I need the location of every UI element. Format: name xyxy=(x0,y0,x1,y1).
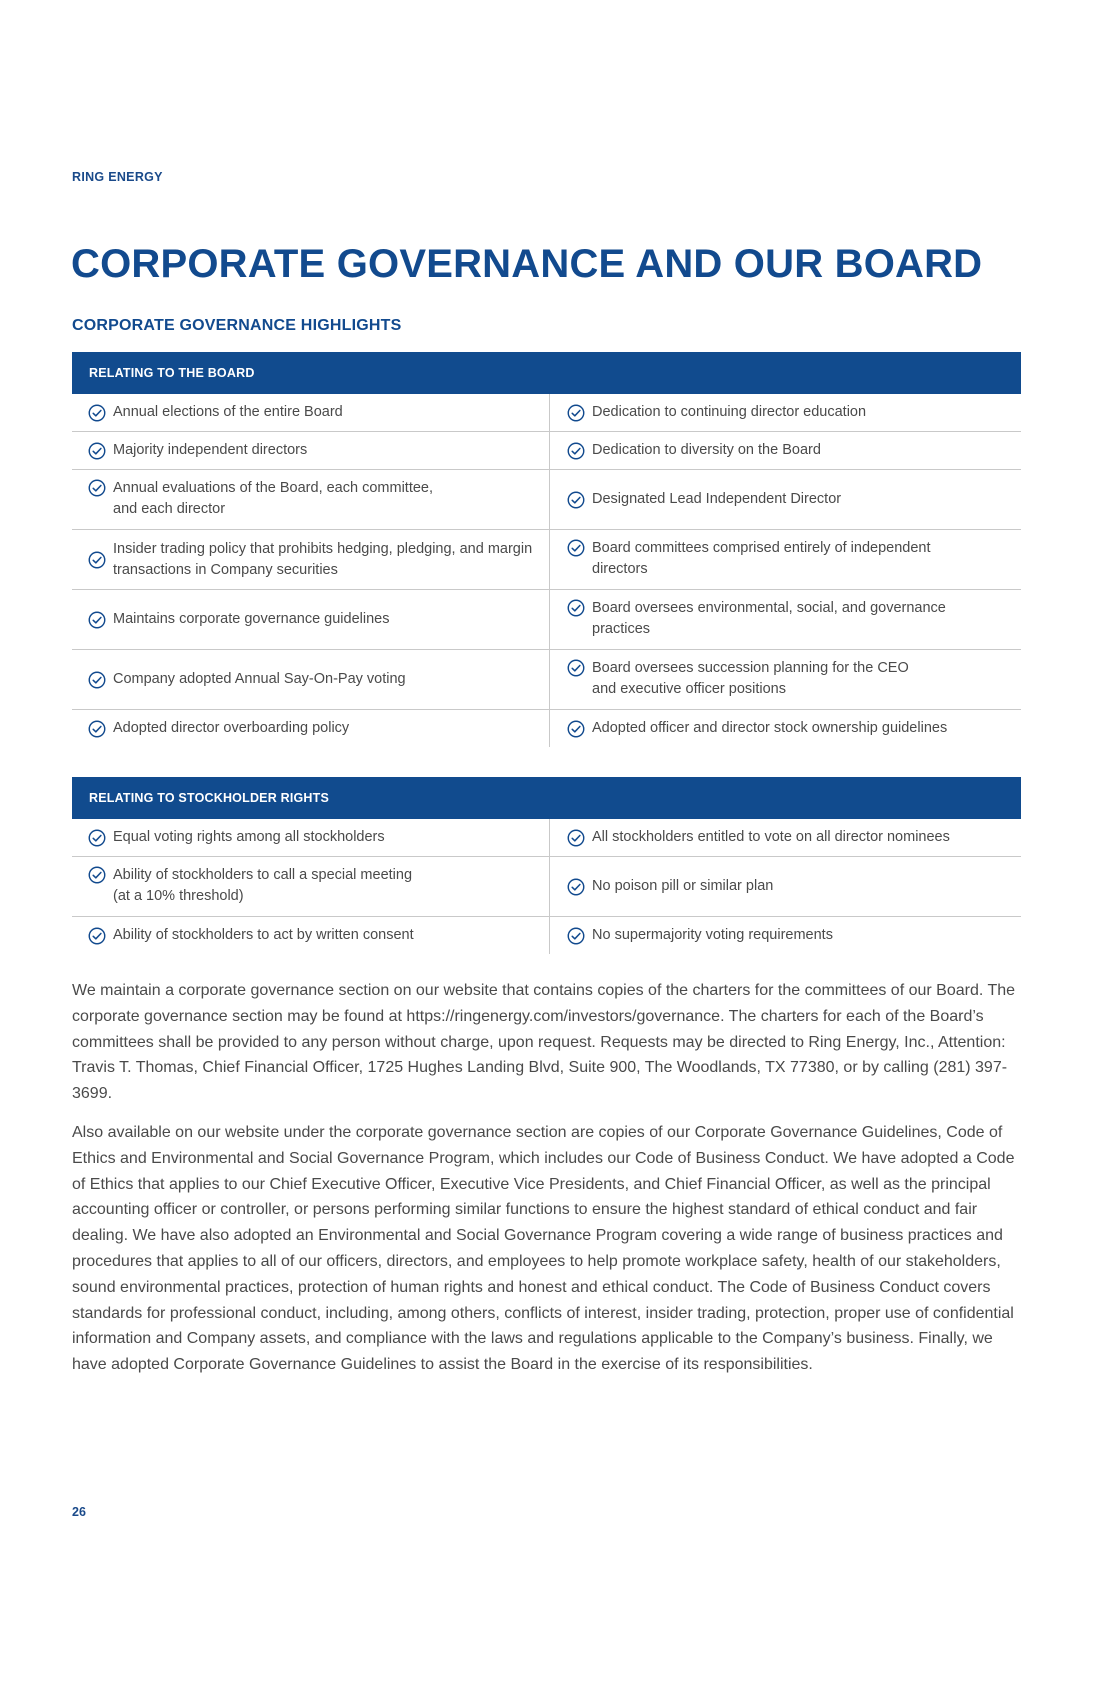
table-cell-left xyxy=(72,470,550,529)
table-cell-left xyxy=(72,530,550,589)
highlight-text: No poison pill or similar plan xyxy=(592,878,774,895)
highlight-text: Designated Lead Independent Director xyxy=(592,491,842,508)
table-cell-right xyxy=(550,917,1021,954)
highlight-text: Majority independent directors xyxy=(113,442,308,459)
highlight-text: All stockholders entitled to vote on all director nominees xyxy=(592,829,950,846)
check-circle-icon xyxy=(567,539,585,557)
table-row xyxy=(72,470,1021,530)
table-row xyxy=(72,590,1021,650)
highlight-text: Dedication to diversity on the Board xyxy=(592,442,821,459)
highlight-text: Adopted director overboarding policy xyxy=(113,720,350,737)
table-cell-left xyxy=(72,650,550,709)
board-table-rows xyxy=(72,394,1021,747)
check-circle-icon xyxy=(88,720,106,738)
highlight-text: Insider trading policy that prohibits hedging, pledging, and margin transactions in Company securities xyxy=(113,541,533,578)
check-circle-icon xyxy=(567,491,585,509)
highlight-text: Board committees comprised entirely of independent directors xyxy=(592,540,931,577)
table-cell-left xyxy=(72,819,550,856)
check-circle-icon xyxy=(567,404,585,422)
table-cell-right xyxy=(550,819,1021,856)
stockholder-table-rows xyxy=(72,819,1021,954)
table-cell-left xyxy=(72,710,550,747)
check-circle-icon xyxy=(88,479,106,497)
table-row xyxy=(72,819,1021,857)
table-cell-right xyxy=(550,650,1021,709)
highlight-text: Board oversees environmental, social, and governance practices xyxy=(592,600,946,637)
code-of-ethics-paragraph: Also available on our website under the corporate governance section are copies of our Corporate Governance Guidelines, Code of Ethics and Environmental and Social Governance Program, which includes our Code of Business Conduct. We have adopted a Code of Ethics that applies to our Chief Executive Officer, Executive Vice Presidents, and Chief Financial Officer, as well as the principal accounting officer or controller, or persons performing similar functions to ensure the highest standard of ethical conduct and fair dealing. We have also adopted an Environmental and Social Governance Program covering a wide range of business practices and procedures that applies to all of our officers, directors, and employees to help promote workplace safety, health of our stakeholders, sound environmental practices, protection of human rights and honest and ethical conduct. The Code of Business Conduct covers standards for professional conduct, including, among others, conflicts of interest, insider trading, protection, proper use of confidential information and Company assets, and compliance with the laws and regulations applicable to the Company’s business. Finally, we have adopted Corporate Governance Guidelines to assist the Board in the exercise of its responsibilities. xyxy=(72,1124,1015,1374)
check-circle-icon xyxy=(567,659,585,677)
check-circle-icon xyxy=(567,720,585,738)
table-cell-left xyxy=(72,432,550,469)
table-row xyxy=(72,432,1021,470)
table-row xyxy=(72,917,1021,954)
highlight-text: Annual elections of the entire Board xyxy=(113,404,343,421)
check-circle-icon xyxy=(88,551,106,569)
highlight-text: Annual evaluations of the Board, each committee, and each director xyxy=(113,480,433,517)
table-row xyxy=(72,857,1021,917)
table-row xyxy=(72,530,1021,590)
check-circle-icon xyxy=(567,878,585,896)
governance-website-paragraph: We maintain a corporate governance section on our website that contains copies of the charters for the committees of our Board. The corporate governance section may be found at https://ringenergy.com/investors/governance. The charters for each of the Board’s committees shall be provided to any person without charge, upon request. Requests may be directed to Ring Energy, Inc., Attention: Travis T. Thomas, Chief Financial Officer, 1725 Hughes Landing Blvd, Suite 900, The Woodlands, TX 77380, or by calling (281) 397-3699. xyxy=(72,982,1016,1103)
table-cell-right xyxy=(550,530,1021,589)
highlight-text: Adopted officer and director stock ownership guidelines xyxy=(592,720,948,737)
check-circle-icon xyxy=(88,866,106,884)
section-subtitle: CORPORATE GOVERNANCE HIGHLIGHTS xyxy=(72,317,402,334)
check-circle-icon xyxy=(88,927,106,945)
highlight-text: Ability of stockholders to call a special meeting (at a 10% threshold) xyxy=(113,867,413,904)
board-table-heading: RELATING TO THE BOARD xyxy=(72,352,1021,394)
page-title: CORPORATE GOVERNANCE AND OUR BOARD xyxy=(71,242,983,286)
check-circle-icon xyxy=(88,829,106,847)
stockholder-table-heading: RELATING TO STOCKHOLDER RIGHTS xyxy=(72,777,1021,819)
table-cell-right xyxy=(550,394,1021,431)
table-row xyxy=(72,710,1021,747)
table-cell-right xyxy=(550,470,1021,529)
check-circle-icon xyxy=(88,671,106,689)
check-circle-icon xyxy=(567,927,585,945)
page-number: 26 xyxy=(72,1505,86,1519)
table-cell-right xyxy=(550,857,1021,916)
table-cell-right xyxy=(550,432,1021,469)
table-cell-left xyxy=(72,857,550,916)
check-circle-icon xyxy=(88,442,106,460)
table-cell-right xyxy=(550,710,1021,747)
highlight-text: Company adopted Annual Say-On-Pay voting xyxy=(113,671,406,688)
company-name: RING ENERGY xyxy=(72,170,163,184)
table-row xyxy=(72,650,1021,710)
stockholder-rights-table xyxy=(72,777,1021,954)
highlight-text: No supermajority voting requirements xyxy=(592,927,833,944)
table-row xyxy=(72,394,1021,432)
table-cell-left xyxy=(72,590,550,649)
check-circle-icon xyxy=(567,829,585,847)
highlight-text: Equal voting rights among all stockholders xyxy=(113,829,385,846)
highlight-text: Dedication to continuing director education xyxy=(592,404,867,421)
table-cell-right xyxy=(550,590,1021,649)
check-circle-icon xyxy=(88,611,106,629)
highlight-text: Maintains corporate governance guidelines xyxy=(113,611,390,628)
board-highlights-table xyxy=(72,352,1021,747)
highlight-text: Ability of stockholders to act by written consent xyxy=(113,927,414,944)
check-circle-icon xyxy=(567,442,585,460)
table-cell-left xyxy=(72,394,550,431)
check-circle-icon xyxy=(88,404,106,422)
highlight-text: Board oversees succession planning for the CEO and executive officer positions xyxy=(592,660,909,697)
table-cell-left xyxy=(72,917,550,954)
check-circle-icon xyxy=(567,599,585,617)
